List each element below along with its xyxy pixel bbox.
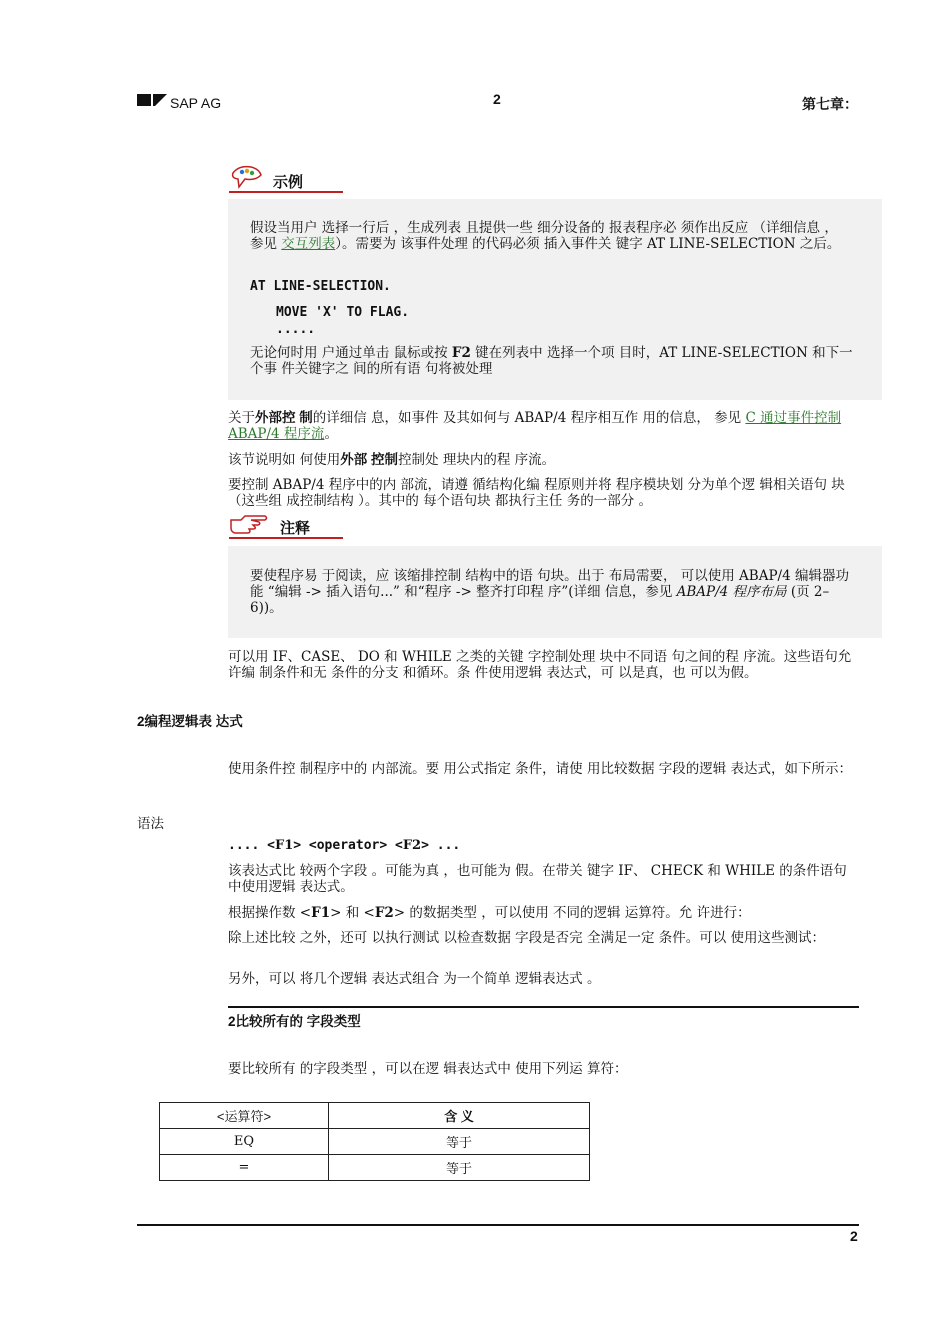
table-header-meaning: 含 义 bbox=[329, 1103, 590, 1129]
section-divider bbox=[228, 1006, 859, 1008]
table-cell-operator: EQ bbox=[160, 1129, 329, 1155]
table-header-operator: <运算符> bbox=[160, 1103, 329, 1129]
code-line-2: MOVE 'X' TO FLAG. bbox=[276, 305, 410, 320]
code-line-3: ..... bbox=[276, 322, 316, 337]
example-paragraph: 假设当用户 选择一行后 ，生成列表 且提供一些 细分设备的 报表程序必 须作出反应 （详细信息 ，参见 交互列表）。需要为 该事件处理 的代码必须 插入事件关 键字 AT LINE-SELECTION 之后。 bbox=[250, 220, 841, 252]
section1-paragraph-3: 除上述比较 之外，还可 以执行测试 以检查数据 字段是否完 全满足一定 条件。可以 使用这些测试： bbox=[228, 930, 826, 946]
table-cell-meaning: 等于 bbox=[329, 1155, 590, 1181]
interactive-list-link[interactable]: 交互列表 bbox=[281, 236, 336, 252]
section1-paragraph-4: 另外，可以 将几个逻辑 表达式组合 为一个简单 逻辑表达式 。 bbox=[228, 971, 601, 987]
footer-page-number: 2 bbox=[850, 1228, 858, 1244]
note-title: 注释 bbox=[280, 519, 311, 537]
note-box bbox=[228, 546, 882, 638]
section2-intro: 要比较所有 的字段类型 ，可以在逻 辑表达式中 使用下列运 算符： bbox=[228, 1061, 628, 1077]
section-heading-logical-expressions: 2编程逻辑表 达式 bbox=[137, 714, 243, 729]
section1-paragraph-2: 根据操作数 <F1> 和 <F2> 的数据类型 ，可以使用 不同的逻辑 运算符。允 许进行： bbox=[228, 905, 751, 921]
section1-paragraph-1: 该表达式比 较两个字段 。可能为真 ，也可能为 假。在带关 键字 IF、 CHECK 和 WHILE 的条件语句 中使用逻辑 表达式。 bbox=[228, 863, 847, 895]
event-control-link[interactable]: C 通过事件控制 ABAP/4 程序流 bbox=[228, 410, 842, 442]
syntax-line: .... <F1> <operator> <F2> ... bbox=[228, 838, 461, 853]
table-cell-operator: = bbox=[160, 1155, 329, 1181]
table-row bbox=[160, 1129, 590, 1155]
body-paragraph-2: 该节说明如 何使用外部 控制控制处 理块内的程 序流。 bbox=[228, 452, 556, 468]
body-paragraph-3: 要控制 ABAP/4 程序中的内 部流，请遵 循结构化编 程原则并将 程序模块划 分为单个逻 辑相关语句 块（这些组 成控制结构 ）。其中的 每个语句块 都执行主任 务的一部分 。 bbox=[228, 477, 845, 509]
body-paragraph-4: 可以用 IF、CASE、 DO 和 WHILE 之类的关键 字控制处理 块中不同语 句之间的程 序流。这些语句允许编 制条件和无 条件的分支 和循环。条 件使用逻辑 表达式，可 以是真，也 可以为假。 bbox=[228, 649, 852, 681]
operator-table bbox=[159, 1102, 590, 1181]
company-name: SAP AG bbox=[170, 95, 222, 111]
header-page-number: 2 bbox=[493, 91, 501, 107]
body-paragraph-1: 关于外部控 制的详细信 息，如事件 及其如何与 ABAP/4 程序相互作 用的信息， 参见 C 通过事件控制 ABAP/4 程序流。 bbox=[228, 410, 842, 442]
syntax-label: 语法 bbox=[137, 816, 164, 832]
table-header-row bbox=[160, 1103, 590, 1129]
section-heading-compare-fields: 2比较所有的 字段类型 bbox=[228, 1014, 361, 1029]
pointing-hand-icon bbox=[229, 512, 269, 536]
example-box bbox=[228, 199, 882, 400]
example-paragraph-2: 无论何时用 户通过单击 鼠标或按 F2 键在列表中 选择一个项 目时，AT LINE-SELECTION 和下一个事 件关键字之 间的所有语 句将被处理 bbox=[250, 345, 853, 377]
chapter-label: 第七章： bbox=[802, 97, 858, 113]
note-text: 要使程序易 于阅读，应 该缩排控制 结构中的语 句块。出于 布局需要， 可以使用 ABAP/4 编辑器功能 “编辑 -> 插入语句...” 和“程序 -> 整齐打印程 序”(详细 信息，参见 ABAP/4 程序布局 (页 2–6))。 bbox=[250, 568, 849, 616]
example-title: 示例 bbox=[273, 173, 304, 191]
table-cell-meaning: 等于 bbox=[329, 1129, 590, 1155]
note-rule bbox=[229, 537, 343, 539]
example-icon bbox=[229, 163, 265, 189]
example-rule bbox=[229, 191, 343, 193]
footer-rule bbox=[137, 1224, 859, 1226]
code-line-1: AT LINE-SELECTION. bbox=[250, 279, 391, 294]
table-row bbox=[160, 1155, 590, 1181]
sap-logo-icon bbox=[137, 91, 167, 103]
section1-intro: 使用条件控 制程序中的 内部流。要 用公式指定 条件，请使 用比较数据 字段的逻辑 表达式，如下所示： bbox=[228, 761, 853, 777]
